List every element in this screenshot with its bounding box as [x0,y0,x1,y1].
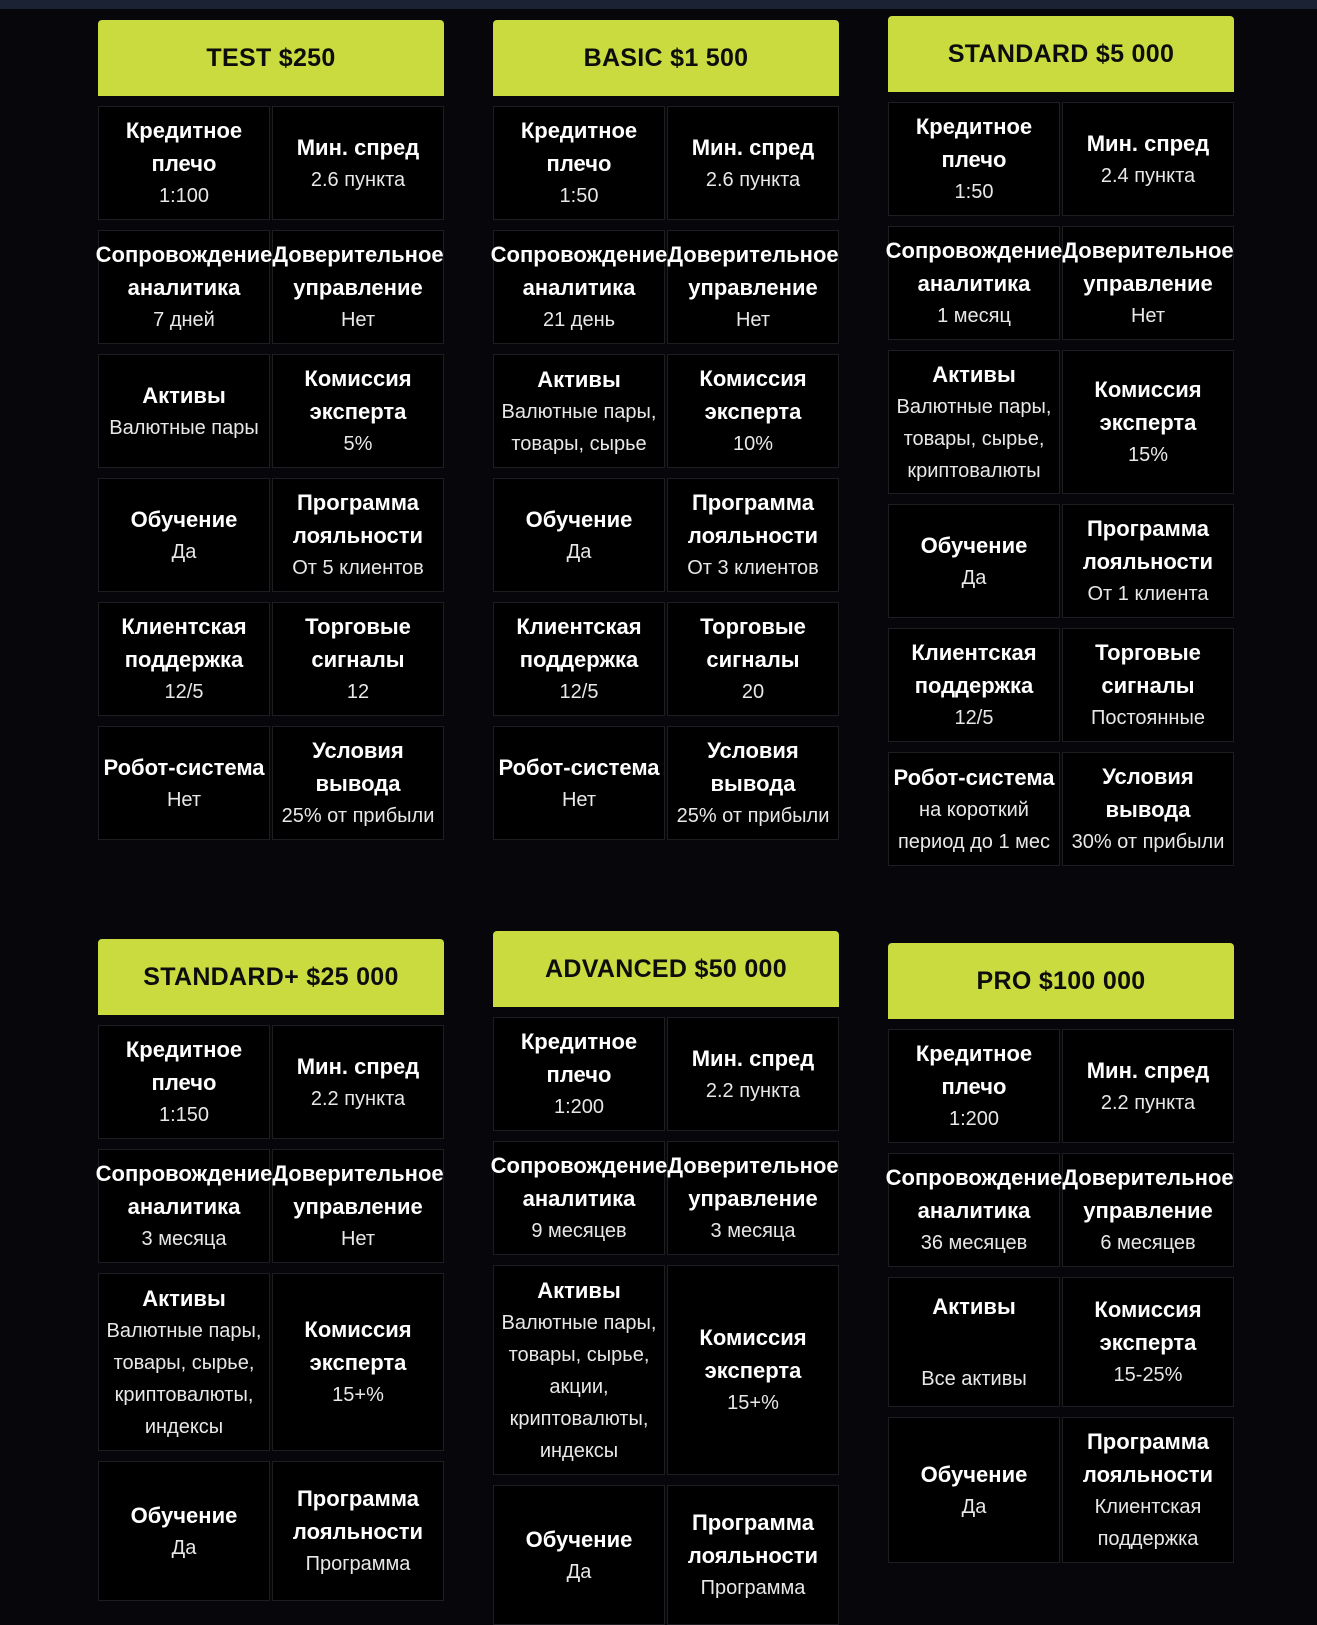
feature-training [493,478,665,592]
feature-trust-management [667,1141,839,1255]
feature-training [888,504,1060,618]
feature-value: 30% от прибыли [1071,831,1225,853]
feature-label: Мин. спред [296,1053,420,1079]
feature-value: 2.6 пункта [310,168,406,191]
feature-label: Обучение [130,1502,238,1528]
feature-label: Комиссия эксперта [304,366,412,424]
feature-analytics [95,230,273,344]
feature-robot [888,752,1060,866]
feature-value: Да [171,540,197,563]
feature-label: Кредитное плечо [520,118,638,176]
feature-value: 2.2 пункта [310,1087,406,1110]
feature-label: Кредитное плечо [915,114,1033,172]
feature-label: Активы [537,1277,621,1303]
feature-signals [1062,628,1234,742]
feature-expert-commission [1062,350,1234,494]
plan-title: TEST $250 [98,20,444,96]
feature-support [493,602,665,716]
feature-label: Условия вывода [1102,764,1194,822]
feature-analytics [885,226,1063,340]
feature-label: Клиентская поддержка [516,614,642,672]
feature-trust-management [667,230,839,344]
feature-value: 20 [741,681,765,703]
feature-value: 5% [343,433,373,455]
feature-value: Нет [166,788,202,811]
feature-value: 1:50 [559,185,599,207]
feature-label: Программа лояльности [1082,516,1214,574]
feature-value: Валютные пары [109,416,259,439]
feature-loyalty [1062,504,1234,618]
feature-robot [493,726,665,840]
feature-value: 1:50 [954,181,994,203]
feature-assets [888,1277,1060,1407]
feature-label: Сопровождение аналитика [885,238,1063,296]
feature-training [888,1417,1060,1563]
feature-value: 15+% [727,1392,779,1414]
feature-analytics [95,1149,273,1263]
feature-value: Все активы [921,1367,1027,1390]
feature-expert-commission [667,1265,839,1475]
feature-min-spread [667,1017,839,1131]
feature-label: Комиссия эксперта [1094,377,1202,435]
feature-assets [493,354,665,468]
feature-expert-commission [272,354,444,468]
feature-value: 12 [346,681,370,703]
feature-leverage [493,106,665,220]
feature-value: 2.6 пункта [705,168,801,191]
feature-label: Условия вывода [312,738,404,796]
feature-value: 9 месяцев [531,1220,627,1242]
feature-training [98,478,270,592]
feature-min-spread [272,1025,444,1139]
feature-value: 6 месяцев [1100,1232,1196,1254]
feature-label: Программа лояльности [292,490,424,548]
feature-label: Активы [932,1293,1016,1319]
feature-value: 1:200 [553,1096,605,1118]
feature-label: Кредитное плечо [520,1029,638,1087]
feature-support [888,628,1060,742]
feature-label: Робот-система [103,754,265,780]
feature-value: 1:100 [158,185,210,207]
feature-value: Нет [735,309,771,331]
feature-leverage [98,106,270,220]
feature-value: От 1 клиента [1087,583,1209,605]
feature-value: Постоянные [1091,707,1205,729]
feature-trust-management [272,230,444,344]
feature-loyalty [667,1485,839,1625]
feature-label: Мин. спред [1086,130,1210,156]
feature-analytics [885,1153,1063,1267]
feature-value: 1:150 [158,1104,210,1126]
feature-value: 15-25% [1113,1364,1183,1386]
feature-leverage [888,1029,1060,1143]
feature-value: 12/5 [164,681,204,703]
feature-label: Доверительное управление [1062,1165,1234,1223]
feature-value: 10% [732,433,774,455]
feature-assets [98,1273,270,1451]
feature-label: Программа лояльности [292,1486,424,1544]
feature-value: Программа [700,1577,806,1599]
feature-label: Обучение [920,1461,1028,1487]
plan-title: BASIC $1 500 [493,20,839,96]
feature-label: Комиссия эксперта [699,366,807,424]
feature-leverage [493,1017,665,1131]
feature-min-spread [1062,102,1234,216]
feature-value: на короткий период до 1 мес [897,798,1051,853]
plan-title: PRO $100 000 [888,943,1234,1019]
feature-label: Комиссия эксперта [304,1317,412,1375]
feature-value: Нет [561,788,597,811]
feature-value: Валютные пары, товары, сырье, криптовалюты [896,395,1052,482]
feature-label: Доверительное управление [1062,238,1234,296]
feature-value: 12/5 [954,707,994,729]
plan-card-advanced [490,931,839,1625]
feature-label: Обучение [130,506,238,532]
feature-label: Торговые сигналы [1095,640,1201,698]
feature-label: Робот-система [893,764,1055,790]
feature-expert-commission [272,1273,444,1451]
feature-label: Обучение [525,506,633,532]
feature-value: 7 дней [153,309,215,331]
feature-value: 1:200 [948,1108,1000,1130]
feature-analytics [490,1141,668,1255]
feature-label: Сопровождение аналитика [490,242,668,300]
feature-min-spread [667,106,839,220]
feature-value: 1 месяц [937,305,1011,327]
feature-min-spread [272,106,444,220]
feature-leverage [888,102,1060,216]
feature-label: Кредитное плечо [125,118,243,176]
feature-loyalty [272,478,444,592]
feature-label: Сопровождение аналитика [95,1161,273,1219]
feature-expert-commission [667,354,839,468]
feature-value: От 5 клиентов [292,557,424,579]
feature-value: 3 месяца [710,1220,796,1242]
feature-training [98,1461,270,1601]
feature-value: 2.2 пункта [705,1079,801,1102]
feature-label: Сопровождение аналитика [490,1153,668,1211]
feature-value: От 3 клиентов [687,557,819,579]
feature-trust-management [272,1149,444,1263]
feature-label: Мин. спред [1086,1057,1210,1083]
feature-label: Мин. спред [296,134,420,160]
plan-card-standard [885,16,1234,866]
feature-support [98,602,270,716]
feature-label: Обучение [525,1526,633,1552]
feature-label: Мин. спред [691,1045,815,1071]
feature-value: Да [961,1495,987,1518]
plan-title: STANDARD+ $25 000 [98,939,444,1015]
plan-card-standard-plus [95,939,444,1601]
feature-label: Кредитное плечо [915,1041,1033,1099]
feature-assets [888,350,1060,494]
feature-label: Программа лояльности [687,490,819,548]
feature-label: Условия вывода [707,738,799,796]
feature-label: Активы [932,361,1016,387]
feature-value: Валютные пары, товары, сырье, криптовалюты, индексы [106,1319,262,1438]
feature-value: Нет [1130,305,1166,327]
feature-value: 2.4 пункта [1100,164,1196,187]
feature-training [493,1485,665,1625]
feature-label: Активы [142,1285,226,1311]
feature-value: Да [566,540,592,563]
feature-label: Торговые сигналы [700,614,806,672]
feature-label: Кредитное плечо [125,1037,243,1095]
feature-loyalty [1062,1417,1234,1563]
plan-card-basic [490,20,839,840]
feature-min-spread [1062,1029,1234,1143]
feature-value: Да [566,1560,592,1583]
feature-trust-management [1062,226,1234,340]
feature-value: Валютные пары, товары, сырье, акции, криптовалюты, индексы [501,1311,657,1462]
feature-label: Клиентская поддержка [911,640,1037,698]
feature-label: Сопровождение аналитика [95,242,273,300]
feature-withdrawal [667,726,839,840]
feature-withdrawal [1062,752,1234,866]
feature-label: Обучение [920,532,1028,558]
feature-label: Доверительное управление [272,242,444,300]
feature-value: Валютные пары, товары, сырье [501,400,657,455]
feature-signals [667,602,839,716]
feature-leverage [98,1025,270,1139]
feature-trust-management [1062,1153,1234,1267]
feature-label: Робот-система [498,754,660,780]
feature-label: Клиентская поддержка [121,614,247,672]
top-bar [0,0,1317,9]
feature-label: Программа лояльности [687,1510,819,1568]
plan-card-pro [885,943,1234,1563]
feature-value: Да [171,1536,197,1559]
plan-card-test [95,20,444,840]
feature-label: Комиссия эксперта [1094,1297,1202,1355]
feature-value: Программа [305,1553,411,1575]
feature-value: Да [961,566,987,589]
feature-label: Комиссия эксперта [699,1325,807,1383]
feature-value: 2.2 пункта [1100,1091,1196,1114]
feature-loyalty [667,478,839,592]
feature-label: Доверительное управление [667,1153,839,1211]
feature-analytics [490,230,668,344]
feature-value: 3 месяца [141,1228,227,1250]
feature-withdrawal [272,726,444,840]
feature-assets [98,354,270,468]
feature-label: Программа лояльности [1082,1429,1214,1487]
feature-label: Торговые сигналы [305,614,411,672]
feature-signals [272,602,444,716]
feature-label: Доверительное управление [667,242,839,300]
feature-value: 36 месяцев [920,1232,1028,1254]
feature-loyalty [272,1461,444,1601]
feature-value: 25% от прибыли [281,805,435,827]
feature-value: 12/5 [559,681,599,703]
feature-value: Нет [340,309,376,331]
feature-value: 25% от прибыли [676,805,830,827]
feature-value: 15+% [332,1384,384,1406]
feature-value: 15% [1127,444,1169,466]
feature-label: Доверительное управление [272,1161,444,1219]
feature-expert-commission [1062,1277,1234,1407]
feature-value: Нет [340,1228,376,1250]
plan-title: STANDARD $5 000 [888,16,1234,92]
feature-assets [493,1265,665,1475]
feature-robot [98,726,270,840]
feature-label: Активы [537,366,621,392]
feature-value: 21 день [542,309,616,331]
feature-label: Сопровождение аналитика [885,1165,1063,1223]
feature-value: Клиентская поддержка [1094,1496,1202,1550]
plan-title: ADVANCED $50 000 [493,931,839,1007]
feature-label: Активы [142,382,226,408]
feature-label: Мин. спред [691,134,815,160]
